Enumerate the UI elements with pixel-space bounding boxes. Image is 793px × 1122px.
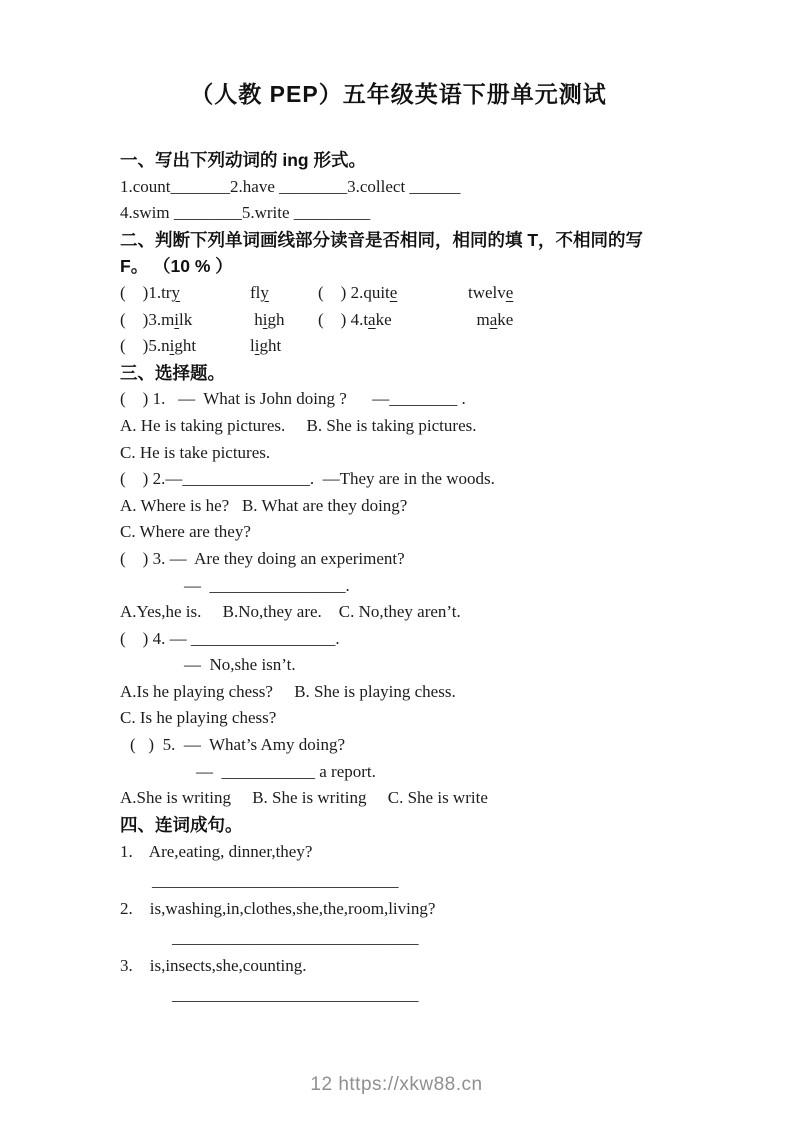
choice-q4-options-ab: A.Is he playing chess? B. She is playing chess. — [120, 681, 456, 701]
pron-row-2 — [120, 307, 677, 334]
choice-q3-answer-blank: — ________________. — [184, 575, 350, 595]
pron-pair-1-word-2: fly — [250, 282, 269, 302]
choice-q4-option-c: C. Is he playing chess? — [120, 708, 277, 728]
pron-pair-4-word-2: make — [468, 309, 514, 329]
page-footer: 12 https://xkw88.cn — [310, 1074, 483, 1095]
section-verb-ing — [120, 147, 677, 227]
section-pronunciation — [120, 227, 677, 360]
choice-q1-options-ab: A. He is taking pictures. B. She is taking pictures. — [120, 415, 477, 435]
pron-pair-4-word-1: ( ) 4.take — [318, 309, 392, 329]
choice-q5-question: ( ) 5. — What’s Amy doing? — [130, 735, 345, 755]
choice-q2-question: ( ) 2.—_______________. —They are in the woods. — [120, 469, 495, 489]
pron-row-1 — [120, 280, 677, 307]
choice-q4-answer: — No,she isn’t. — [184, 655, 296, 675]
choice-q5-answer-blank: — ___________ a report. — [196, 761, 376, 781]
pron-pair-3-word-1: ( )3.milk — [120, 309, 193, 329]
choice-q1-question: ( ) 1. — What is John doing ? —________ . — [120, 389, 466, 409]
order-item-2-answer-blank: _____________________________ — [172, 927, 419, 947]
order-item-1-answer-blank: _____________________________ — [152, 870, 399, 890]
choice-q3-options: A.Yes,he is. B.No,they are. C. No,they aren’t. — [120, 602, 461, 622]
section-multiple-choice — [120, 360, 677, 812]
pron-row-3-empty-2 — [468, 333, 677, 360]
choice-q5-options: A.She is writing B. She is writing C. She is write — [120, 788, 488, 808]
order-item-2: 2. is,washing,in,clothes,she,the,room,living? — [120, 899, 436, 919]
pron-pair-2-word-1: ( ) 2.quite — [318, 282, 398, 302]
section-1-items-line-1: 1.count_______2.have ________3.collect ______ — [120, 176, 461, 196]
section-2-heading-line-2: F。 （10 % ） — [120, 256, 233, 277]
section-1-items-line-2: 4.swim ________5.write _________ — [120, 203, 371, 223]
pron-pair-3-word-2: high — [250, 309, 285, 329]
pron-pair-5-word-2: light — [250, 336, 282, 356]
choice-q2-option-c: C. Where are they? — [120, 522, 251, 542]
section-4-heading: 四、连词成句。 — [120, 814, 243, 835]
order-item-3-answer-blank: _____________________________ — [172, 984, 419, 1004]
choice-q4-question: ( ) 4. — _________________. — [120, 628, 340, 648]
section-1-heading: 一、写出下列动词的 ing 形式。 — [120, 150, 366, 170]
choice-q1-option-c: C. He is take pictures. — [120, 442, 271, 462]
pron-pair-1-word-1: ( )1.try — [120, 282, 180, 302]
pron-pair-5-word-1: ( )5.night — [120, 336, 197, 356]
page-title: （人教 PEP）五年级英语下册单元测试 — [190, 81, 607, 107]
choice-q2-options-ab: A. Where is he? B. What are they doing? — [120, 495, 408, 515]
order-item-3: 3. is,insects,she,counting. — [120, 956, 307, 976]
pron-row-3-empty-1 — [318, 333, 468, 360]
choice-q3-question: ( ) 3. — Are they doing an experiment? — [120, 548, 405, 568]
section-2-heading-line-1: 二、判断下列单词画线部分读音是否相同，相同的填 T，不相同的写 — [120, 229, 644, 250]
pron-row-3 — [120, 333, 677, 360]
pron-pair-2-word-2: twelve — [468, 282, 514, 302]
section-sentence-order — [120, 812, 677, 1010]
order-item-1: 1. Are,eating, dinner,they? — [120, 842, 313, 862]
section-3-heading: 三、选择题。 — [120, 362, 225, 383]
